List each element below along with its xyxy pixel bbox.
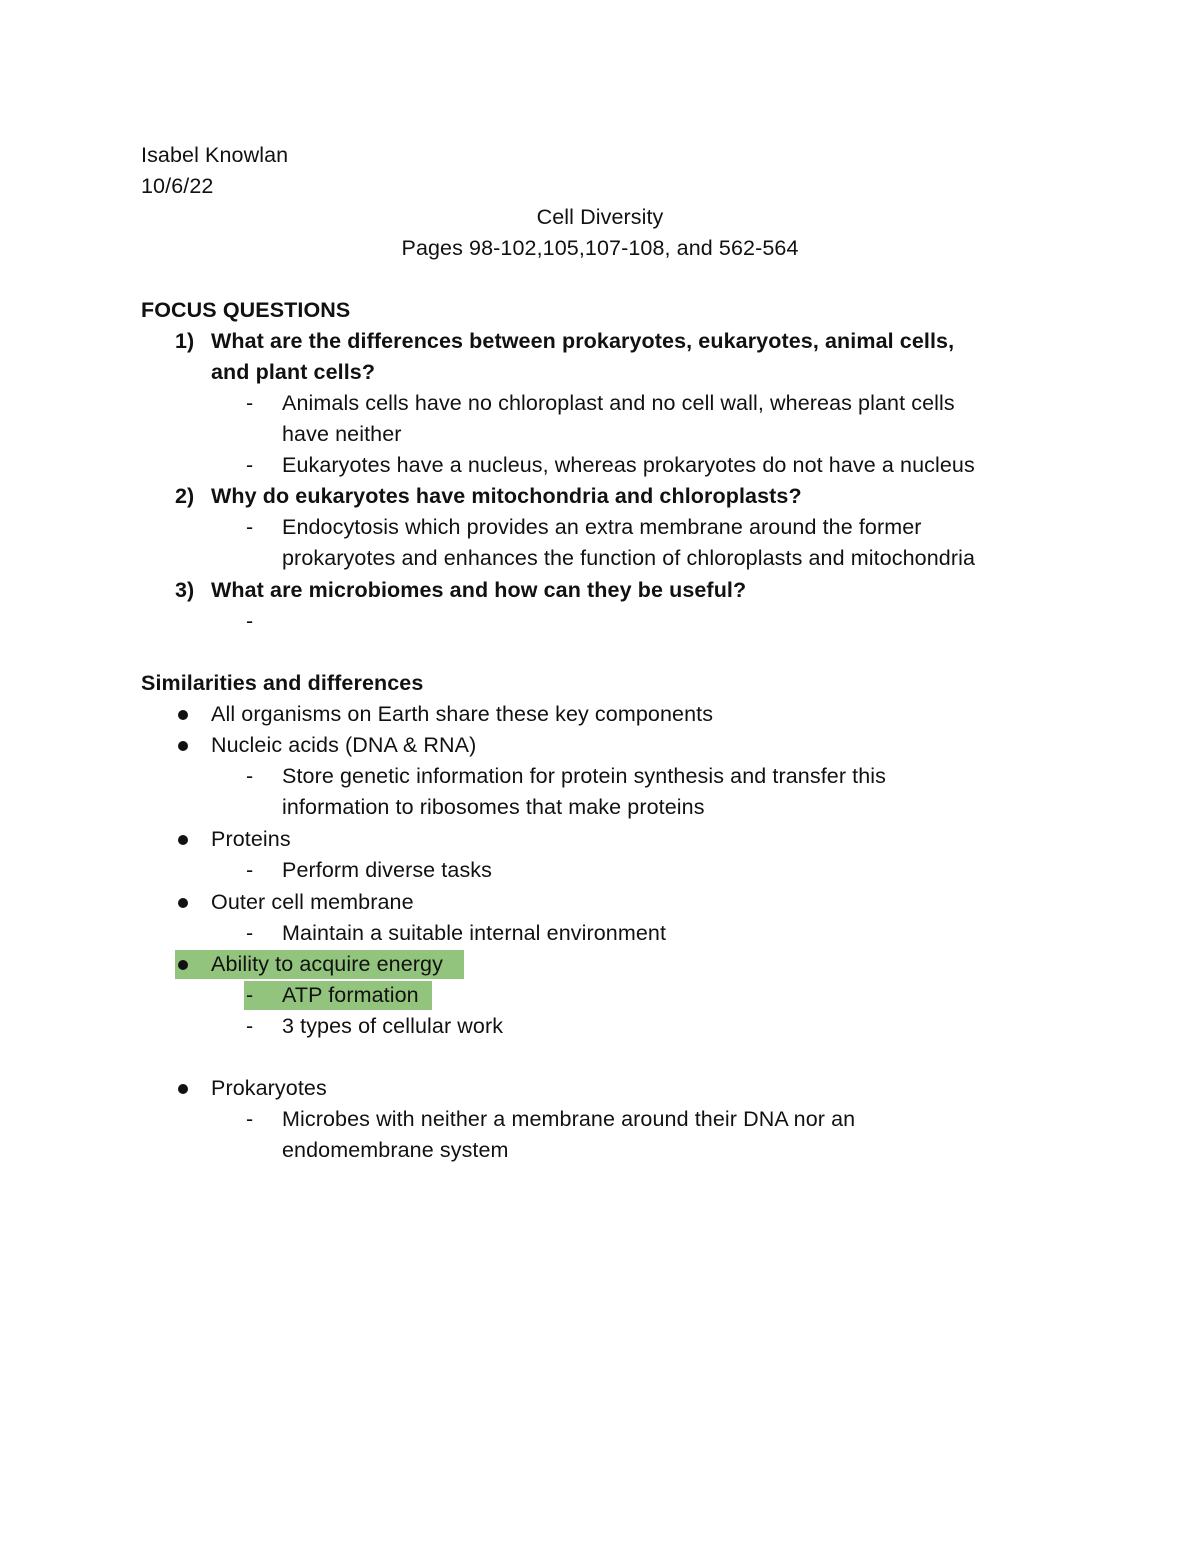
dash-marker: - — [246, 453, 254, 477]
bullet-1: All organisms on Earth share these key components — [211, 702, 714, 726]
dash-marker: - — [246, 391, 254, 415]
answer-1a-line-1: Animals cells have no chloroplast and no cell wall, whereas plant cells — [282, 391, 955, 415]
dash-marker: - — [246, 983, 254, 1007]
bullet-6-detail-line-2: endomembrane system — [282, 1138, 509, 1162]
dash-marker: - — [246, 921, 254, 945]
document-date: 10/6/22 — [141, 174, 214, 198]
answer-1b: Eukaryotes have a nucleus, whereas prokaryotes do not have a nucleus — [282, 453, 975, 477]
question-1-line-2: and plant cells? — [211, 360, 376, 384]
author-name: Isabel Knowlan — [141, 143, 289, 167]
question-number: 3) — [175, 578, 195, 602]
bullet-6: Prokaryotes — [211, 1076, 327, 1100]
question-1-line-1: What are the differences between prokaryotes, eukaryotes, animal cells, — [211, 329, 955, 353]
bullet-icon — [178, 960, 188, 970]
answer-2-line-1: Endocytosis which provides an extra membrane around the former — [282, 515, 922, 539]
question-number: 2) — [175, 484, 195, 508]
bullet-icon — [178, 741, 188, 751]
bullet-5: Ability to acquire energy — [211, 952, 443, 976]
question-number: 1) — [175, 329, 195, 353]
question-3-line-1: What are microbiomes and how can they be useful? — [211, 578, 747, 602]
answer-2-line-2: prokaryotes and enhances the function of chloroplasts and mitochondria — [282, 546, 976, 570]
answer-1a-line-2: have neither — [282, 422, 402, 446]
bullet-2-detail-line-2: information to ribosomes that make proteins — [282, 795, 705, 819]
dash-marker: - — [246, 764, 254, 788]
question-2-line-1: Why do eukaryotes have mitochondria and chloroplasts? — [211, 484, 802, 508]
dash-marker: - — [246, 858, 254, 882]
bullet-icon — [178, 835, 188, 845]
bullet-4: Outer cell membrane — [211, 890, 414, 914]
dash-marker: - — [246, 515, 254, 539]
bullet-icon — [178, 898, 188, 908]
bullet-6-detail-line-1: Microbes with neither a membrane around their DNA nor an — [282, 1107, 856, 1131]
page-references: Pages 98-102,105,107-108, and 562-564 — [401, 236, 799, 260]
similarities-heading: Similarities and differences — [141, 671, 424, 695]
bullet-2: Nucleic acids (DNA & RNA) — [211, 733, 477, 757]
dash-marker: - — [246, 1107, 254, 1131]
focus-questions-heading: FOCUS QUESTIONS — [141, 298, 351, 322]
bullet-5-detail-1: ATP formation — [282, 983, 419, 1007]
bullet-3: Proteins — [211, 827, 291, 851]
bullet-icon — [178, 1084, 188, 1094]
document-title: Cell Diversity — [536, 205, 664, 229]
bullet-3-detail: Perform diverse tasks — [282, 858, 492, 882]
dash-marker: - — [246, 609, 254, 633]
bullet-icon — [178, 710, 188, 720]
dash-marker: - — [246, 1014, 254, 1038]
bullet-5-detail-2: 3 types of cellular work — [282, 1014, 504, 1038]
bullet-4-detail: Maintain a suitable internal environment — [282, 921, 667, 945]
bullet-2-detail-line-1: Store genetic information for protein synthesis and transfer this — [282, 764, 887, 788]
